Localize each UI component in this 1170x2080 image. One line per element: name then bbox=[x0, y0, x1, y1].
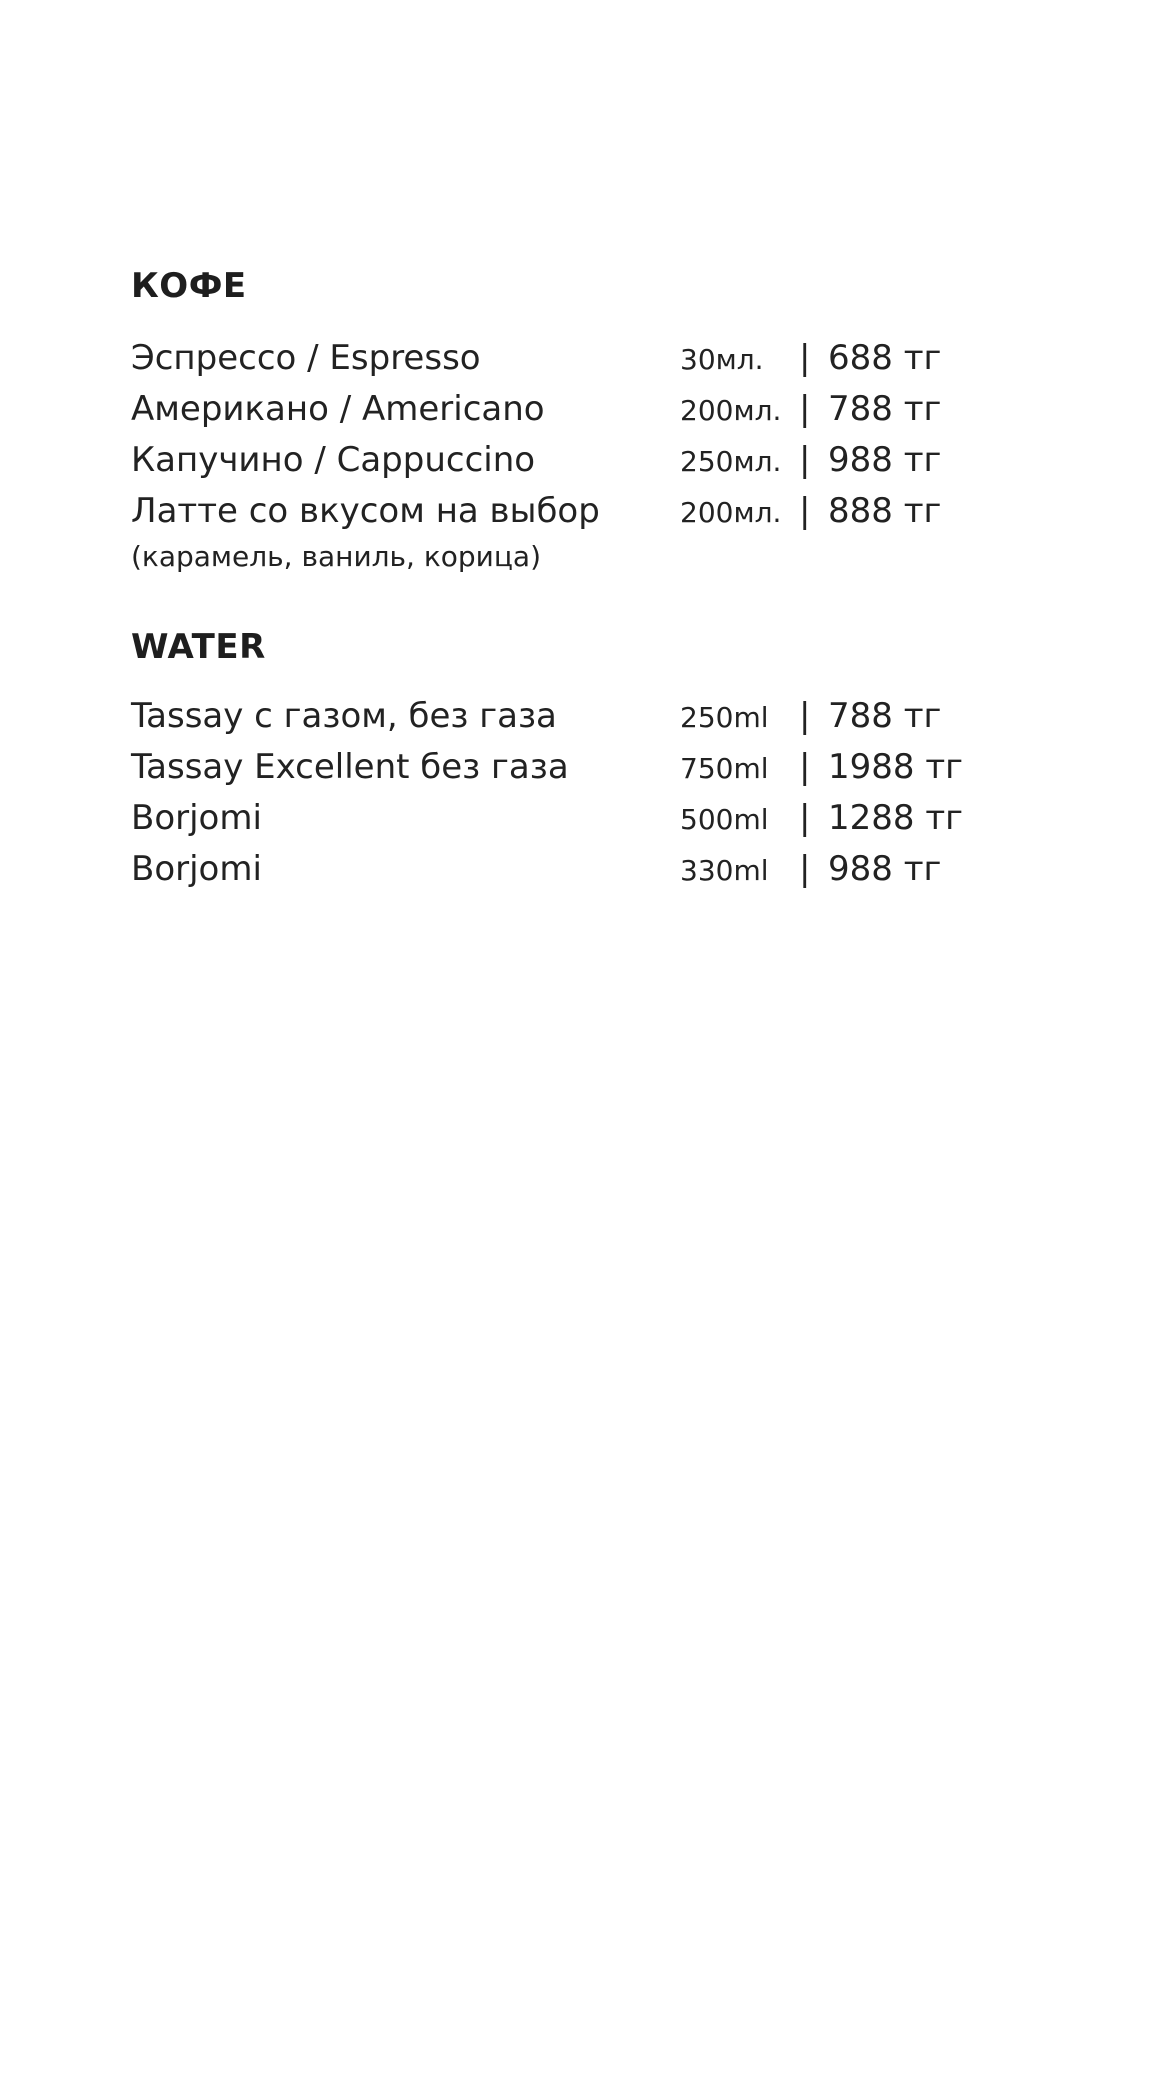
item-price: 1288 тг bbox=[828, 798, 964, 838]
item-price: 788 тг bbox=[828, 389, 942, 429]
item-separator: | bbox=[799, 389, 811, 429]
menu-item-espresso bbox=[131, 332, 1031, 384]
menu-item-tassay-sparkling bbox=[131, 690, 1031, 742]
item-volume: 250ml bbox=[680, 701, 769, 734]
item-price: 988 тг bbox=[828, 440, 942, 480]
item-separator: | bbox=[799, 798, 811, 838]
menu-item-americano bbox=[131, 383, 1031, 435]
section-title-water: WATER bbox=[131, 627, 266, 667]
item-volume: 750ml bbox=[680, 752, 769, 785]
item-price: 988 тг bbox=[828, 849, 942, 889]
item-name: Капучино / Cappuccino bbox=[131, 440, 536, 480]
item-name: Tassay с газом, без газа bbox=[131, 696, 557, 736]
item-volume: 30мл. bbox=[680, 343, 764, 376]
menu-item-latte bbox=[131, 485, 1031, 537]
item-separator: | bbox=[799, 491, 811, 531]
item-separator: | bbox=[799, 849, 811, 889]
item-separator: | bbox=[799, 696, 811, 736]
item-price: 1988 тг bbox=[828, 747, 964, 787]
item-separator: | bbox=[799, 338, 811, 378]
item-name: Borjomi bbox=[131, 849, 262, 889]
item-price: 888 тг bbox=[828, 491, 942, 531]
item-name: Американо / Americano bbox=[131, 389, 545, 429]
item-name: Tassay Excellent без газа bbox=[131, 747, 569, 787]
item-name: Эспрессо / Espresso bbox=[131, 338, 481, 378]
item-price: 788 тг bbox=[828, 696, 942, 736]
item-name: Borjomi bbox=[131, 798, 262, 838]
menu-item-borjomi-500 bbox=[131, 792, 1031, 844]
item-volume: 250мл. bbox=[680, 445, 782, 478]
item-name: Латте со вкусом на выбор bbox=[131, 491, 600, 531]
menu-item-borjomi-330 bbox=[131, 843, 1031, 895]
item-separator: | bbox=[799, 747, 811, 787]
item-volume: 200мл. bbox=[680, 394, 782, 427]
item-price: 688 тг bbox=[828, 338, 942, 378]
item-volume: 200мл. bbox=[680, 496, 782, 529]
menu-item-cappuccino bbox=[131, 434, 1031, 486]
item-volume: 500ml bbox=[680, 803, 769, 836]
menu-item-tassay-excellent bbox=[131, 741, 1031, 793]
item-separator: | bbox=[799, 440, 811, 480]
item-volume: 330ml bbox=[680, 854, 769, 887]
item-note-latte-flavors: (карамель, ваниль, корица) bbox=[131, 540, 541, 573]
section-title-coffee: КОФЕ bbox=[131, 266, 247, 306]
